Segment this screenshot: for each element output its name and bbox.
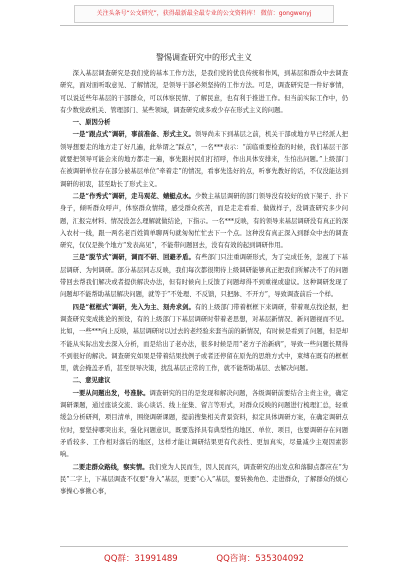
paragraph-lead: 二要走群众路线，察实情。 — [72, 463, 149, 471]
section-heading: 一、原因分析 — [72, 119, 111, 127]
qq-group-text: QQ群：31991489 — [104, 554, 178, 564]
body-paragraph — [60, 252, 348, 301]
paragraph-lead: 三是“脱节式”调研，调而不研、回避矛盾。 — [72, 254, 195, 262]
paragraph-text: 领导尚未下到基层之前，机关干部或地方早已经派人把领导想要走的地方走了好几遍，此举谓之“踩点”，一名***表示：“前临重要检查的时候，我们基层干部就要把领导可能会来的地方都走一遍，事先跟村民们打招呼，作出具体安排来，生怕出问题。”上级部门在被调研单位存在部分被基层单位“牵着走”的情况，看事先选好的点，听事先教好的话，不仅没能达到调研的初衷，甚至助长了形式主义。 — [60, 131, 349, 188]
body-paragraph — [60, 462, 348, 499]
header-divider — [60, 25, 348, 26]
paragraph-text: 有的上级部门带着框框下来调研，带着观点找论据，把调查研究变成挑论的预设，有的上级部门下基层调研时带着老思想，对基层新情况、新问题视而不见。比如，一些***向上反映，基层调研时以过去的老经验来套当前的新情况，有时候是看到了问题，但是却不能从实际出发去深入分析，而是给出了老办法，很多时候是用“老方子治新病”，导致一些问题长期得不到很好的解决。调查研究如果是带着结果找例子或者还停留在原先的思维方式中，束缚在既有的框框里，就会掩盖矛盾，甚至误导决策，扰乱基层正常的工作，就不能帮助基层、去解决问题。 — [60, 303, 349, 373]
body-paragraph — [60, 191, 348, 252]
paragraph-text: 我们党为人民而生，因人民而兴，调查研究的出发点和落脚点都应在“为民”二字上，下基层调查不仅要“身入”基层，更要“心入”基层，要转换角色、走进群众，了解群众的烦心事操心事揪心事， — [60, 463, 348, 496]
paragraph-lead: 一是“跟点式”调研，事前准备、形式主义。 — [72, 131, 195, 139]
body-paragraph — [60, 388, 348, 462]
paragraph-lead: 一要从问题出发，号准脉。 — [72, 389, 150, 397]
body-paragraph — [60, 302, 348, 376]
paragraph-lead: 二是“作秀式”调研，走马观花、蜻蜓点水。 — [72, 192, 195, 200]
body-paragraph — [60, 129, 348, 190]
document-title: 警惕调查研究中的形式主义 — [156, 53, 252, 62]
paragraph-text: 有些部门只注重调研形式，为了完成任务，忽视了下基层调研、为何调研。部分基层同志反映，我们每次都很期待上级调研能够真正把我们所解决不了的问题带回去帮我们解决或者提供解决办法，但有时候向上反馈了问题却得不到重视或建议。这种调研发现了问题却不能帮助基层解决问题，就等于“不处理、不反馈，只把脉、不开方”，导致调查前后一个样。 — [60, 254, 349, 299]
paragraph-text: 少数主基层调研的部门领导没有较好的放下架子、扑下身子，倾听群众呼声，体察群众情绪，感受群众疾苦，而是走走看看、做做样子，没调查研究多少问题，汇报完材料、情况没怎么理解就做结论，下指示。一名***反映，有的领导来基层调研没有真正的深入农村一线，跟一两名老百姓简单聊两句就匆匆忙忙去下一个点。这种没有真正深入到群众中去的调查研究，仅仅是换个地方“发表高见”，不能带问题回去，没有有效的起到调研作用。 — [60, 192, 349, 250]
footer-divider — [60, 546, 348, 547]
document-body — [60, 68, 348, 498]
paragraph-lead: 四是“框框式”调研，先入为主、刻舟求剑。 — [72, 303, 195, 311]
top-banner: 关注头条号“公文研究”，获得最新最全最专业的公文资料库！ 微信：gongwenyj — [74, 5, 334, 23]
section-heading: 二、意见建议 — [72, 377, 111, 385]
qq-consult-text: QQ咨询：535304092 — [216, 554, 304, 564]
body-paragraph — [60, 68, 348, 117]
paragraph-text: 调查研究的目的是发现和解决问题，各级调研前要结合主责主业，确定调研课题，通过座谈交流、谈心谈话、线上征集、留言等形式，对群众反映的问题进行梳理汇总，轻重缓急分析研判，项目清单，围绕调研课题，提前搜集相关背景资料，拟定具体调研方案，在确定调研点位时，要坚持哪突出来，强化问题意识，既要选择具有典型性的地区、单位、项目，也要调研存在问题矛盾较多、工作相对落后的地区，这样才能让调研结果更有代表性、更加真实，尽量减少主观因素影响。 — [60, 389, 349, 459]
footer-contact — [60, 552, 348, 564]
paragraph-text: 深入基层调查研究是我们党的基本工作方法，是我们党的优良传统和作风，到基层和群众中去调查研究，面对面听取意见、了解情况，是领导干部必须坚持的工作方法。可是，调查研究是一件好事情，可以说近些年基层的干部群众，可以体察民情、了解民意，也有利于推进工作。但当前实际工作中，仍有少数党政机关、管理部门、某些领域，调查研究或多或少存在形式主义的问题。 — [60, 70, 348, 114]
